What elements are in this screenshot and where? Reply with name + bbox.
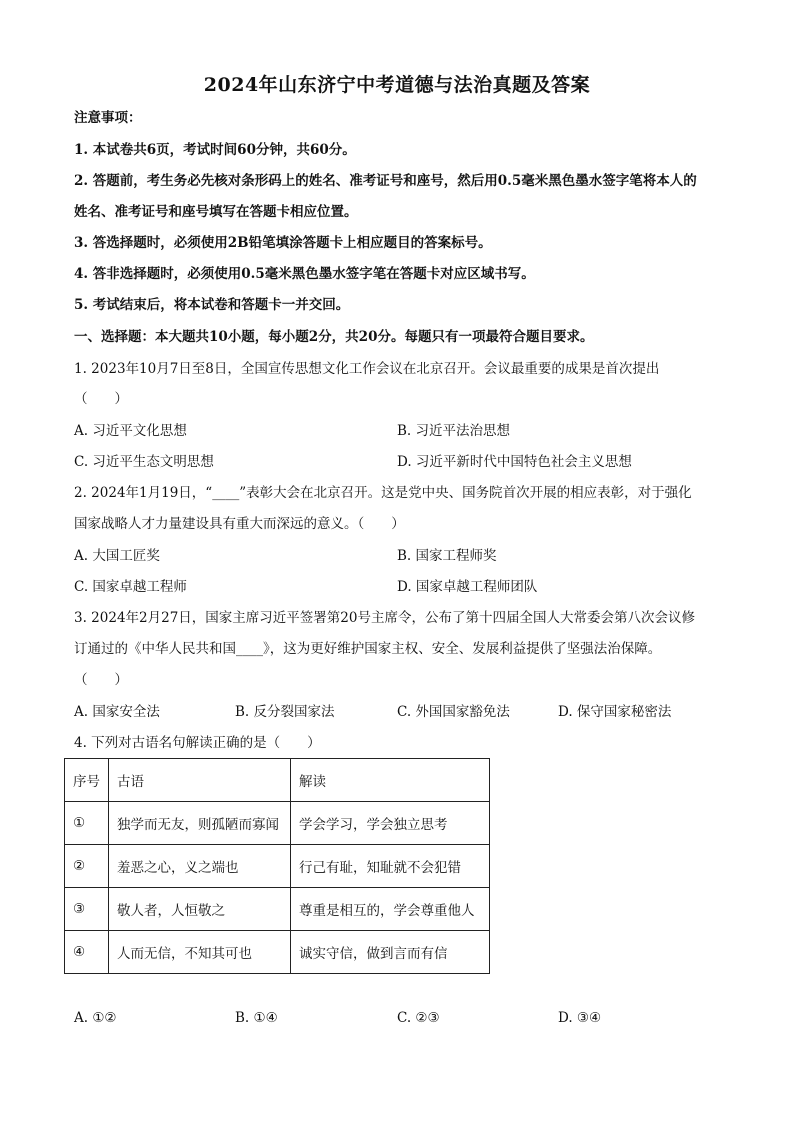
table-cell: 行己有耻，知耻就不会犯错 [291, 845, 490, 888]
q1-stem: 1. 2023年10月7日至8日，全国宣传思想文化工作会议在北京召开。会议最重要的成果是首次提出 [74, 361, 660, 377]
q1-option-a: A. 习近平文化思想 [74, 423, 187, 439]
table-cell: 独学而无友，则孤陋而寡闻 [109, 802, 291, 845]
section-heading: 一、选择题：本大题共10小题，每小题2分，共20分。每题只有一项最符合题目要求。 [74, 329, 594, 345]
q3-option-d: D. 保守国家秘密法 [558, 704, 672, 720]
table-cell: ③ [65, 888, 109, 931]
q3-stem: 3. 2024年2月27日，国家主席习近平签署第20号主席令，公布了第十四届全国人大常委会第八次会议修 [74, 610, 695, 626]
table-row [65, 802, 490, 845]
q4-option-d: D. ③④ [558, 1010, 602, 1026]
q2-option-b: B. 国家工程师奖 [397, 548, 497, 564]
table-header-cell: 序号 [65, 759, 109, 802]
table-row [65, 888, 490, 931]
table-cell: ② [65, 845, 109, 888]
page-title: 2024年山东济宁中考道德与法治真题及答案 [203, 74, 591, 96]
q4-option-a: A. ①② [74, 1010, 117, 1026]
q1-option-b: B. 习近平法治思想 [397, 423, 511, 439]
q4-option-b: B. ①④ [235, 1010, 278, 1026]
table-row [65, 931, 490, 974]
q2-stem: 2. 2024年1月19日，“____”表彰大会在北京召开。这是党中央、国务院首次开展的相应表彰，对于强化 [74, 485, 692, 501]
table-cell: ① [65, 802, 109, 845]
q3-stem-cont: 订通过的《中华人民共和国____》，这为更好维护国家主权、安全、发展利益提供了坚强法治保障。 [74, 641, 662, 657]
table-cell: ④ [65, 931, 109, 974]
notice-heading: 注意事项： [74, 110, 142, 126]
table-header-row [65, 759, 490, 802]
notice-item-1: 1. 本试卷共6页，考试时间60分钟，共60分。 [74, 142, 356, 158]
notice-item-4: 4. 答非选择题时，必须使用0.5毫米黑色墨水签字笔在答题卡对应区域书写。 [74, 266, 535, 282]
table-cell: 羞恶之心，义之端也 [109, 845, 291, 888]
notice-item-2: 2. 答题前，考生务必先核对条形码上的姓名、准考证号和座号，然后用0.5毫米黑色墨水签字笔将本人的 [74, 173, 697, 189]
q2-option-a: A. 大国工匠奖 [74, 548, 160, 564]
q3-option-a: A. 国家安全法 [74, 704, 160, 720]
table-header-cell: 解读 [291, 759, 490, 802]
table-cell: 学会学习，学会独立思考 [291, 802, 490, 845]
notice-item-2-cont: 姓名、准考证号和座号填写在答题卡相应位置。 [74, 204, 358, 220]
table-row [65, 845, 490, 888]
table-cell: 人而无信，不知其可也 [109, 931, 291, 974]
table-cell: 敬人者，人恒敬之 [109, 888, 291, 931]
q2-stem-cont: 国家战略人才力量建设具有重大而深远的意义。（ ） [74, 516, 405, 532]
q4-stem: 4. 下列对古语名句解读正确的是（ ） [74, 735, 321, 751]
table-cell: 尊重是相互的，学会尊重他人 [291, 888, 490, 931]
q3-option-c: C. 外国国家豁免法 [397, 704, 510, 720]
q4-table [64, 758, 490, 974]
q3-option-b: B. 反分裂国家法 [235, 704, 335, 720]
q1-option-d: D. 习近平新时代中国特色社会主义思想 [397, 454, 632, 470]
notice-item-5: 5. 考试结束后，将本试卷和答题卡一并交回。 [74, 297, 350, 313]
q4-option-c: C. ②③ [397, 1010, 440, 1026]
q3-blank: （ ） [74, 672, 128, 688]
q2-option-d: D. 国家卓越工程师团队 [397, 579, 538, 595]
notice-item-3: 3. 答选择题时，必须使用2B铅笔填涂答题卡上相应题目的答案标号。 [74, 235, 492, 251]
q1-option-c: C. 习近平生态文明思想 [74, 454, 214, 470]
q1-blank: （ ） [74, 391, 128, 407]
q2-option-c: C. 国家卓越工程师 [74, 579, 187, 595]
table-cell: 诚实守信，做到言而有信 [291, 931, 490, 974]
table-header-cell: 古语 [109, 759, 291, 802]
